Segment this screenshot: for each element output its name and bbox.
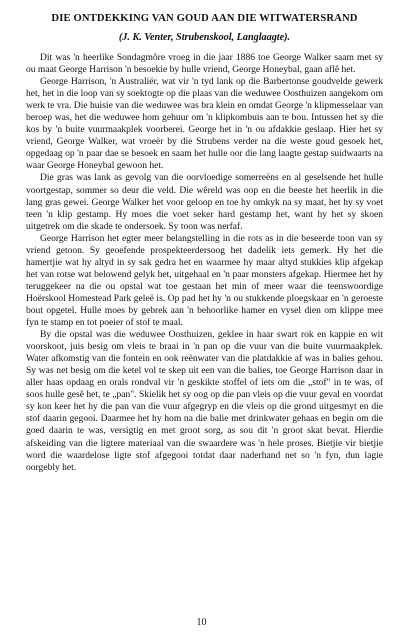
page-number: 10 xyxy=(196,617,207,628)
paragraph-4: George Harrison het egter meer belangstelling in die rots as in die beseerde toon van sy vriend getoon. Sy geoefende prospekteerdersoog het dadelik iets gemerk. Hy het die hamertjie wat hy altyd in sy sak gedra het en waarmee hy maar altyd stukkies klip afgekap het van rotse wat belowend gelyk het, uitgehaal en 'n paar monsters afgekap. Hiermee het hy teruggekeer na die ou opstal wat toe gestaan het min of meer waar die teenswoordige Hoërskool Homestead Park geleë is. Op pad het hy 'n ou stukkende ploegskaar en 'n geroeste bout opgetel. Hulle moes by gebrek aan 'n behoorlike hamer en vysel dien om klippe mee fyn te stamp en tot poeier of stof te maal. xyxy=(26,232,383,329)
article-body xyxy=(26,52,383,474)
paragraph-2: George Harrison, 'n Australiër, wat vir 'n tyd lank op die Barbertonse goudvelde gewerk het, het in die loop van sy soektogte op die plaas van die weduwee Oosthuizen aangekom om werk te vra. Die huisie van die weduwee was bra klein en omdat George 'n klipmesselaar van beroep was, het die weduwee hom gehuur om 'n klipkombuis aan te bou. Intussen het sy die kos by 'n buite vuurmaakplek voorberei. George het in 'n ou afdakkie geslaap. Hier het sy vriend, George Walker, wat vroeër by die Strubens verder na die weste goud gesoek het, opgedaag op 'n paar dae se besoek en saam het hulle oor die lang laagte gestap suidwaarts na waar George Honeybal gewoon het. xyxy=(26,76,383,172)
article-title: DIE ONTDEKKING VAN GOUD AAN DIE WITWATERSRAND xyxy=(51,13,358,24)
article-byline: (J. K. Venter, Strubenskool, Langlaagte). xyxy=(118,32,291,43)
paragraph-5: By die opstal was die weduwee Oosthuizen, geklee in haar swart rok en kappie en wit voorskoot, juis besig om vleis te braai in 'n pan op die vuur van die buite vuurmaakplek. Water afkomstig van die fontein en ook reënwater van die platdakkie af was in balies gehou. Sy was net besig om die ketel vol te skep uit een van die balies, toe George Harrison daar in aller haas opdaag en orals rondval vir 'n geskikte stoffel of iets om die „stof" in te was, of soos hulle gesê het, te „pan". Skielik het sy oog op die pan vleis op die vuur geval en voordat sy kon keer het hy die pan van die vuur afgegryp en die vleis op die grond uitgesmyt en die stof daarin gegooi. Daarmee het hy hom na die balie met drinkwater gehaas en begin om die goed daarin te was, versigtig en met groot sorg, as sou dit 'n groot skat bevat. Hierdie afskeiding van die ligtere materiaal van die swaardere was 'n hele proses. Bietjie vir bietjie word die waardelose ligte stof afgegooi totdat daar naderhand net so 'n fyn, dun lagie oorgebly het. xyxy=(26,329,383,473)
paragraph-1: Dit was 'n heerlike Sondagmôre vroeg in die jaar 1886 toe George Walker saam met sy ou maat George Harrison 'n besoekie by hulle vriend, George Honeybal, gaan aflê het. xyxy=(26,52,383,76)
paragraph-3: Die gras was lank as gevolg van die oorvloedige somerreëns en al geselsende het hulle voortgestap, sommer so deur die veld. Die wêreld was oop en die beeste het heerlik in die lang gras gewei. George Walker het voor geloop en toe hy omkyk na sy maat, het hy sy voet teen 'n klip gestamp. Hy moes die voet seker hard gestamp het, want hy het sy skoen uitgetrek om die skade te ondersoek. Sy toon was nerfaf. xyxy=(26,172,383,232)
